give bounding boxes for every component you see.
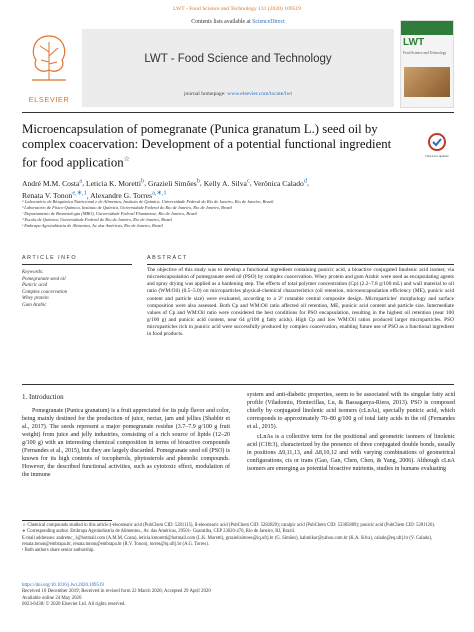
affiliation: ᵉ Embrapa Agroindústria de Alimentos, Av. das Américas, Rio de Janeiro, Brazil [22, 223, 163, 229]
abstract-text: The objective of this study was to develop a functional ingredient containing punicic acid, a bioactive conjugated linolenic acid isomer, via microencapsulation of pomegranate seed oil (PSO) by complex coacervation. Whey protein and gum Arabic were used as encapsulating agents and spray drying was applied as a hardening step. The effects of total polymer concentration (Cp) (2.2–7.8 g/100 mL) and wall material to oil ratio (WM:Oil) (0.5–5.0) on microparticles physical-chemical characteristics (oil retention, microencapsulation efficiency (ME), punicic acid content and particle size) were evaluated, according to a 2² rotatable central composite design. Microparticles' morphology and surface composition were also assessed. Both Cp and WM:Oil ratio affected oil retention, ME, punicic acid content and particle size. Intermediate values of Cp and WM:Oil ratio were considered the best conditions for PSO encapsulation, resulting in the highest oil retention (near 100 g/100 g) and punicic acid content, near 64 g/100 g fatty acids). High Cp and low WM:Oil ratios produced larger microparticles. PSO microparticles rich in punicic acid were successfully produced by complex coacervation, enabling future use of PSO as a functional ingredient in food products. [147, 267, 454, 338]
article-info-rule [22, 264, 132, 265]
affiliations [22, 199, 454, 229]
footnote: ☆ Chemical compounds studied in this article:(-eleostearic acid (PubChem CID: 5281115), ß-eleostearic acid (PubChem CID: 5282820); catalpic acid (PubChem CID: 53385889); punicic acid (PubChem CID: 5281126). [22, 523, 436, 528]
publication-info [22, 583, 454, 608]
online-date: Available online 24 May 2020 [22, 595, 82, 601]
keywords-block [22, 270, 132, 310]
article-title: Microencapsulation of pomegranate (Punica granatum L.) seed oil by complex coacervation: Development of a potential functional ingredient for food application☆ [22, 122, 392, 170]
affiliation: ᵇ Laboratório de Físico-Química, Instituto de Química, Universidade Federal do Rio de Janeiro, Rio de Janeiro, Brazil [22, 205, 232, 211]
author[interactable]: Kelly A. Silva$^c$ [203, 177, 250, 188]
footnote: E-mail addresses: andremc_1@hotmail.com (A.M.M. Costa), leticia.kmoretti@hotmail.com (L.K. Moretti), grazielisimoes@iq.ufrj.br (G. Simões), kahmikar@yahoo.com.br (K.A. Silva), calado@eq.ufrj.br (V. Calado), renata.tonon@embrapa.br, renata.tonon@embrapa.br (R.V. Tonon), torres@iq.ufrj.br (A.G. Torres). [22, 535, 433, 547]
elsevier-tree-icon [26, 22, 72, 84]
publisher-name: ELSEVIER [28, 95, 70, 104]
cover-banner [401, 21, 453, 35]
keywords-label: Keywords: [22, 270, 44, 275]
paragraph: cLnAs is a collective term for the positional and geometric isomers of linolenic acid (C18:3), characterized by the presence of three conjugated double bonds, usually in positions Δ9,11,13, and Δ8,10,12 and with varying combinations of geometrical configurations, cis or trans (Gao, Gan, Chen, Chen, & Yang, 2006). Although cLnA isomers are emerging as potential bioactive nutrients, studies in humans evaluating [247, 434, 455, 472]
paragraph: Pomegranate (Punica granatum) is a fruit appreciated for its pulp flavor and color, being mainly destined for the production of juice, nectar, jam and jellies (Shabbir et al., 2017). The seeds represent a major pomegranate residue (3.7–7.9 g/100 g fruit weight) from juice and jelly industries, consisting of a rich source of lipids (12–20 g/100 g) with an interesting chemical composition in terms of bioactive compounds (Fernandes et al., 2015), but they are largely discarded. Pomegranate seed oil (PSO) is known for its high contents of tocopherols, phytosterols and phenolic compounds. However, the described functional activities, such as cytotoxic effect, modulation of the immune [22, 408, 230, 478]
journal-cover[interactable] [400, 20, 454, 108]
affiliation: ᶜ Departamento de Bromatologia (MBO), Universidade Federal Fluminense, Rio de Janeiro, Brazil [22, 211, 197, 217]
affiliation: ᵈ Escola de Química, Universidade Federal do Rio de Janeiro, Rio de Janeiro, Brazil [22, 217, 172, 223]
masthead-rule [22, 112, 454, 113]
running-header: LWT - Food Science and Technology 131 (2020) 109519 [173, 6, 301, 12]
title-footnote-mark[interactable]: ☆ [123, 155, 130, 163]
doi-link[interactable]: https://doi.org/10.1016/j.lwt.2020.109519 [22, 583, 104, 588]
introduction-left-column [22, 407, 230, 479]
journal-banner [82, 19, 394, 107]
keyword: Pomegranate seed oil [22, 276, 66, 282]
journal-title: LWT - Food Science and Technology [144, 53, 332, 65]
article-info-heading: ARTICLE INFO [22, 255, 78, 261]
keyword: Punicic acid [22, 283, 48, 289]
author[interactable]: Leticia K. Moretti$^b$ [85, 177, 145, 188]
paragraph: system and anti-diabetic properties, seem to be associated with its singular fatty acid profile (Viladomiu, Hontecillas, Lu, & Bassaganya-Riera, 2013). PSO is composed chiefly by conjugated linolenic acid isomers (cLnAs), specially punicic acid, which corresponds to approximately 70–80 g/100 g of total fatty acids in the oil (Fernandes et al., 2015). [247, 392, 455, 430]
footnote: ¹ Both authors share senior authorship. [22, 548, 95, 554]
author[interactable]: André M.M. Costa$^a$ [22, 177, 83, 188]
sciencedirect-link[interactable]: ScienceDirect [252, 19, 285, 25]
abstract-heading: ABSTRACT [147, 255, 188, 261]
elsevier-logo[interactable] [22, 16, 76, 106]
footnote-rule [22, 520, 112, 521]
keyword: Gum Arabic [22, 302, 47, 308]
footnote: ∗ Corresponding author. Embrapa Agroindústria de Alimentos., Av. das Américas, 29501- Guaratiba, CEP 23020-470, Rio de Janeiro, RJ, Brazil. [22, 529, 296, 535]
author[interactable]: Renata V. Tonon$^{e,∗,1}$ [22, 189, 87, 201]
journal-homepage-link[interactable]: www.elsevier.com/locate/lwt [227, 91, 293, 97]
author[interactable]: Grazieli Simões$^b$ [148, 177, 200, 188]
author[interactable]: Verônica Calado$^d$ [253, 177, 307, 188]
introduction-heading: 1. Introduction [22, 393, 64, 401]
cover-image [404, 67, 450, 97]
keyword: Complex coacervation [22, 289, 68, 295]
abstract-bottom-rule [22, 384, 454, 385]
keyword: Whey protein [22, 296, 49, 302]
journal-masthead [22, 16, 454, 108]
footnotes [22, 523, 454, 554]
cover-subtitle: Food Science and Technology [403, 51, 447, 55]
check-for-updates-badge[interactable] [424, 132, 450, 158]
copyright: 0023-6438/ © 2020 Elsevier Ltd. All rights reserved. [22, 601, 126, 607]
abstract-rule [147, 264, 454, 265]
received-dates: Received 10 December 2019; Received in revised form 22 March 2020; Accepted 29 April 2020 [22, 589, 211, 595]
journal-homepage: journal homepage: www.elsevier.com/locate/lwt [183, 91, 293, 97]
author-list: André M.M. Costa$^a$, Leticia K. Moretti$^b$, Grazieli Simões$^b$, Kelly A. Silva$^c$, Verônica Calado$^d$, Renata V. Tonon$^{e,∗,1}$, Alexandre G. Torres$^{a,∗,1}$ [22, 177, 309, 201]
cover-title: LWT [403, 37, 425, 48]
affiliation: ᵃ Laboratório de Bioquímica Nutricional e de Alimentos, Instituto de Química, Universidade Federal do Rio de Janeiro, Rio de Janeiro, Brazil [22, 199, 274, 204]
check-for-updates-label: Check for updates [425, 154, 449, 158]
contents-line: Contents lists available at ScienceDirect [191, 19, 285, 25]
check-for-updates-icon [424, 132, 450, 154]
introduction-right-column [247, 391, 455, 473]
author[interactable]: Alexandre G. Torres$^{a,∗,1}$ [90, 189, 167, 201]
